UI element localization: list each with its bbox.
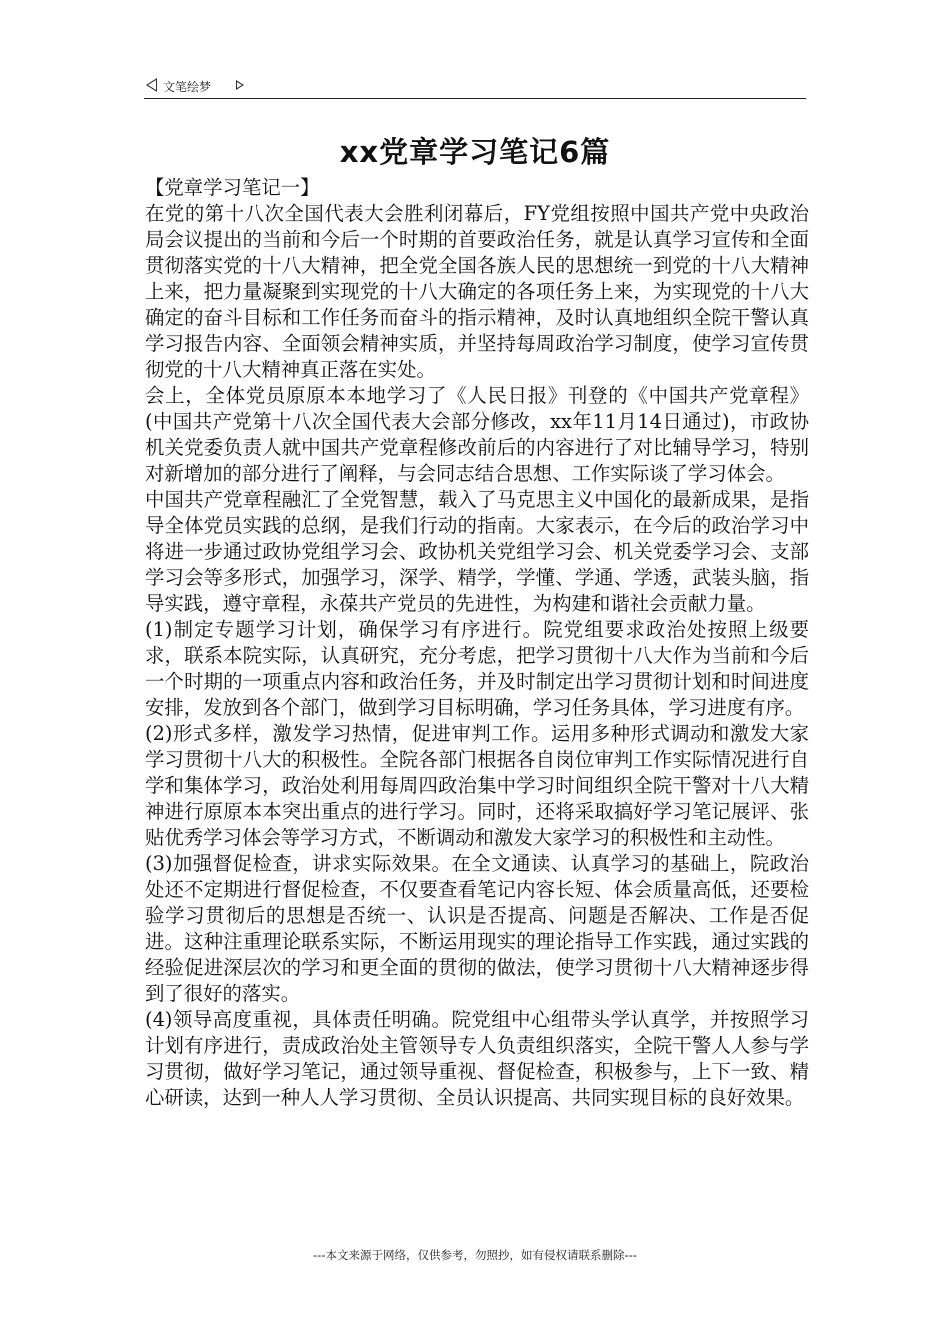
paragraph: 会上，全体党员原原本本地学习了《人民日报》刊登的《中国共产党章程》(中国共产党第十八次全国代表大会部分修改，xx年11月14日通过)，市政协机关党委负责人就中国共产党章程修改前后的内容进行了对比辅导学习，特别对新增加的部分进行了阐释，与会同志结合思想、工作实际谈了学习体会。 bbox=[145, 384, 809, 485]
paragraph: (4)领导高度重视，具体责任明确。院党组中心组带头学认真学，并按照学习计划有序进行，责成政治处主管领导专人负责组织落实，全院干警人人参与学习贯彻，做好学习笔记，通过领导重视、督促检查，积极参与，上下一致、精心研读，达到一种人人学习贯彻、全员认识提高、共同实现目标的良好效果。 bbox=[145, 1008, 809, 1109]
brand-label: 文笔绘梦 bbox=[163, 80, 212, 94]
footer-disclaimer: ---本文来源于网络，仅供参考，勿照抄，如有侵权请联系删除--- bbox=[313, 1248, 637, 1262]
paragraph: (1)制定专题学习计划，确保学习有序进行。院党组要求政治处按照上级要求，联系本院实际，认真研究，充分考虑，把学习贯彻十八大作为当前和今后一个时期的一项重点内容和政治任务，并及时制定出学习贯彻计划和时间进度安排，发放到各个部门，做到学习目标明确，学习任务具体，学习进度有序。 bbox=[145, 618, 809, 719]
triangle-right-icon bbox=[236, 80, 244, 90]
paragraph: (2)形式多样，激发学习热情，促进审判工作。运用多种形式调动和激发大家学习贯彻十八大的积极性。全院各部门根据各自岗位审判工作实际情况进行自学和集体学习，政治处利用每周四政治集中学习时间组织全院干警对十八大精神进行原原本本突出重点的进行学习。同时，还将采取搞好学习笔记展评、张贴优秀学习体会等学习方式，不断调动和激发大家学习的积极性和主动性。 bbox=[145, 722, 809, 849]
page-header bbox=[144, 74, 806, 99]
paragraph: 在党的第十八次全国代表大会胜利闭幕后，FY党组按照中国共产党中央政治局会议提出的当前和今后一个时期的首要政治任务，就是认真学习宣传和全面贯彻落实党的十八大精神，把全党全国各族人民的思想统一到党的十八大精神上来，把力量凝聚到实现党的十八大确定的各项任务上来，为实现党的十八大确定的奋斗目标和工作任务而奋斗的指示精神，及时认真地组织全院干警认真学习报告内容、全面领会精神实质，并坚持每周政治学习制度，使学习宣传贯彻党的十八大精神真正落在实处。 bbox=[145, 202, 809, 381]
triangle-left-icon bbox=[146, 78, 157, 92]
section-heading: 【党章学习笔记一】 bbox=[145, 176, 320, 199]
document-title: xx党章学习笔记6篇 bbox=[339, 135, 611, 169]
paragraph: (3)加强督促检查，讲求实际效果。在全文通读、认真学习的基础上，院政治处还不定期进行督促检查，不仅要查看笔记内容长短、体会质量高低，还要检验学习贯彻后的思想是否统一、认识是否提高、问题是否解决、工作是否促进。这种注重理论联系实际，不断运用现实的理论指导工作实践，通过实践的经验促进深层次的学习和更全面的贯彻的做法，使学习贯彻十八大精神逐步得到了很好的落实。 bbox=[145, 852, 809, 1005]
paragraph: 中国共产党章程融汇了全党智慧，载入了马克思主义中国化的最新成果，是指导全体党员实践的总纲，是我们行动的指南。大家表示，在今后的政治学习中将进一步通过政协党组学习会、政协机关党组学习会、机关党委学习会、支部学习会等多形式，加强学习，深学、精学，学懂、学通、学透，武装头脑，指导实践，遵守章程，永葆共产党员的先进性，为构建和谐社会贡献力量。 bbox=[145, 488, 809, 615]
document-body bbox=[145, 175, 809, 1111]
